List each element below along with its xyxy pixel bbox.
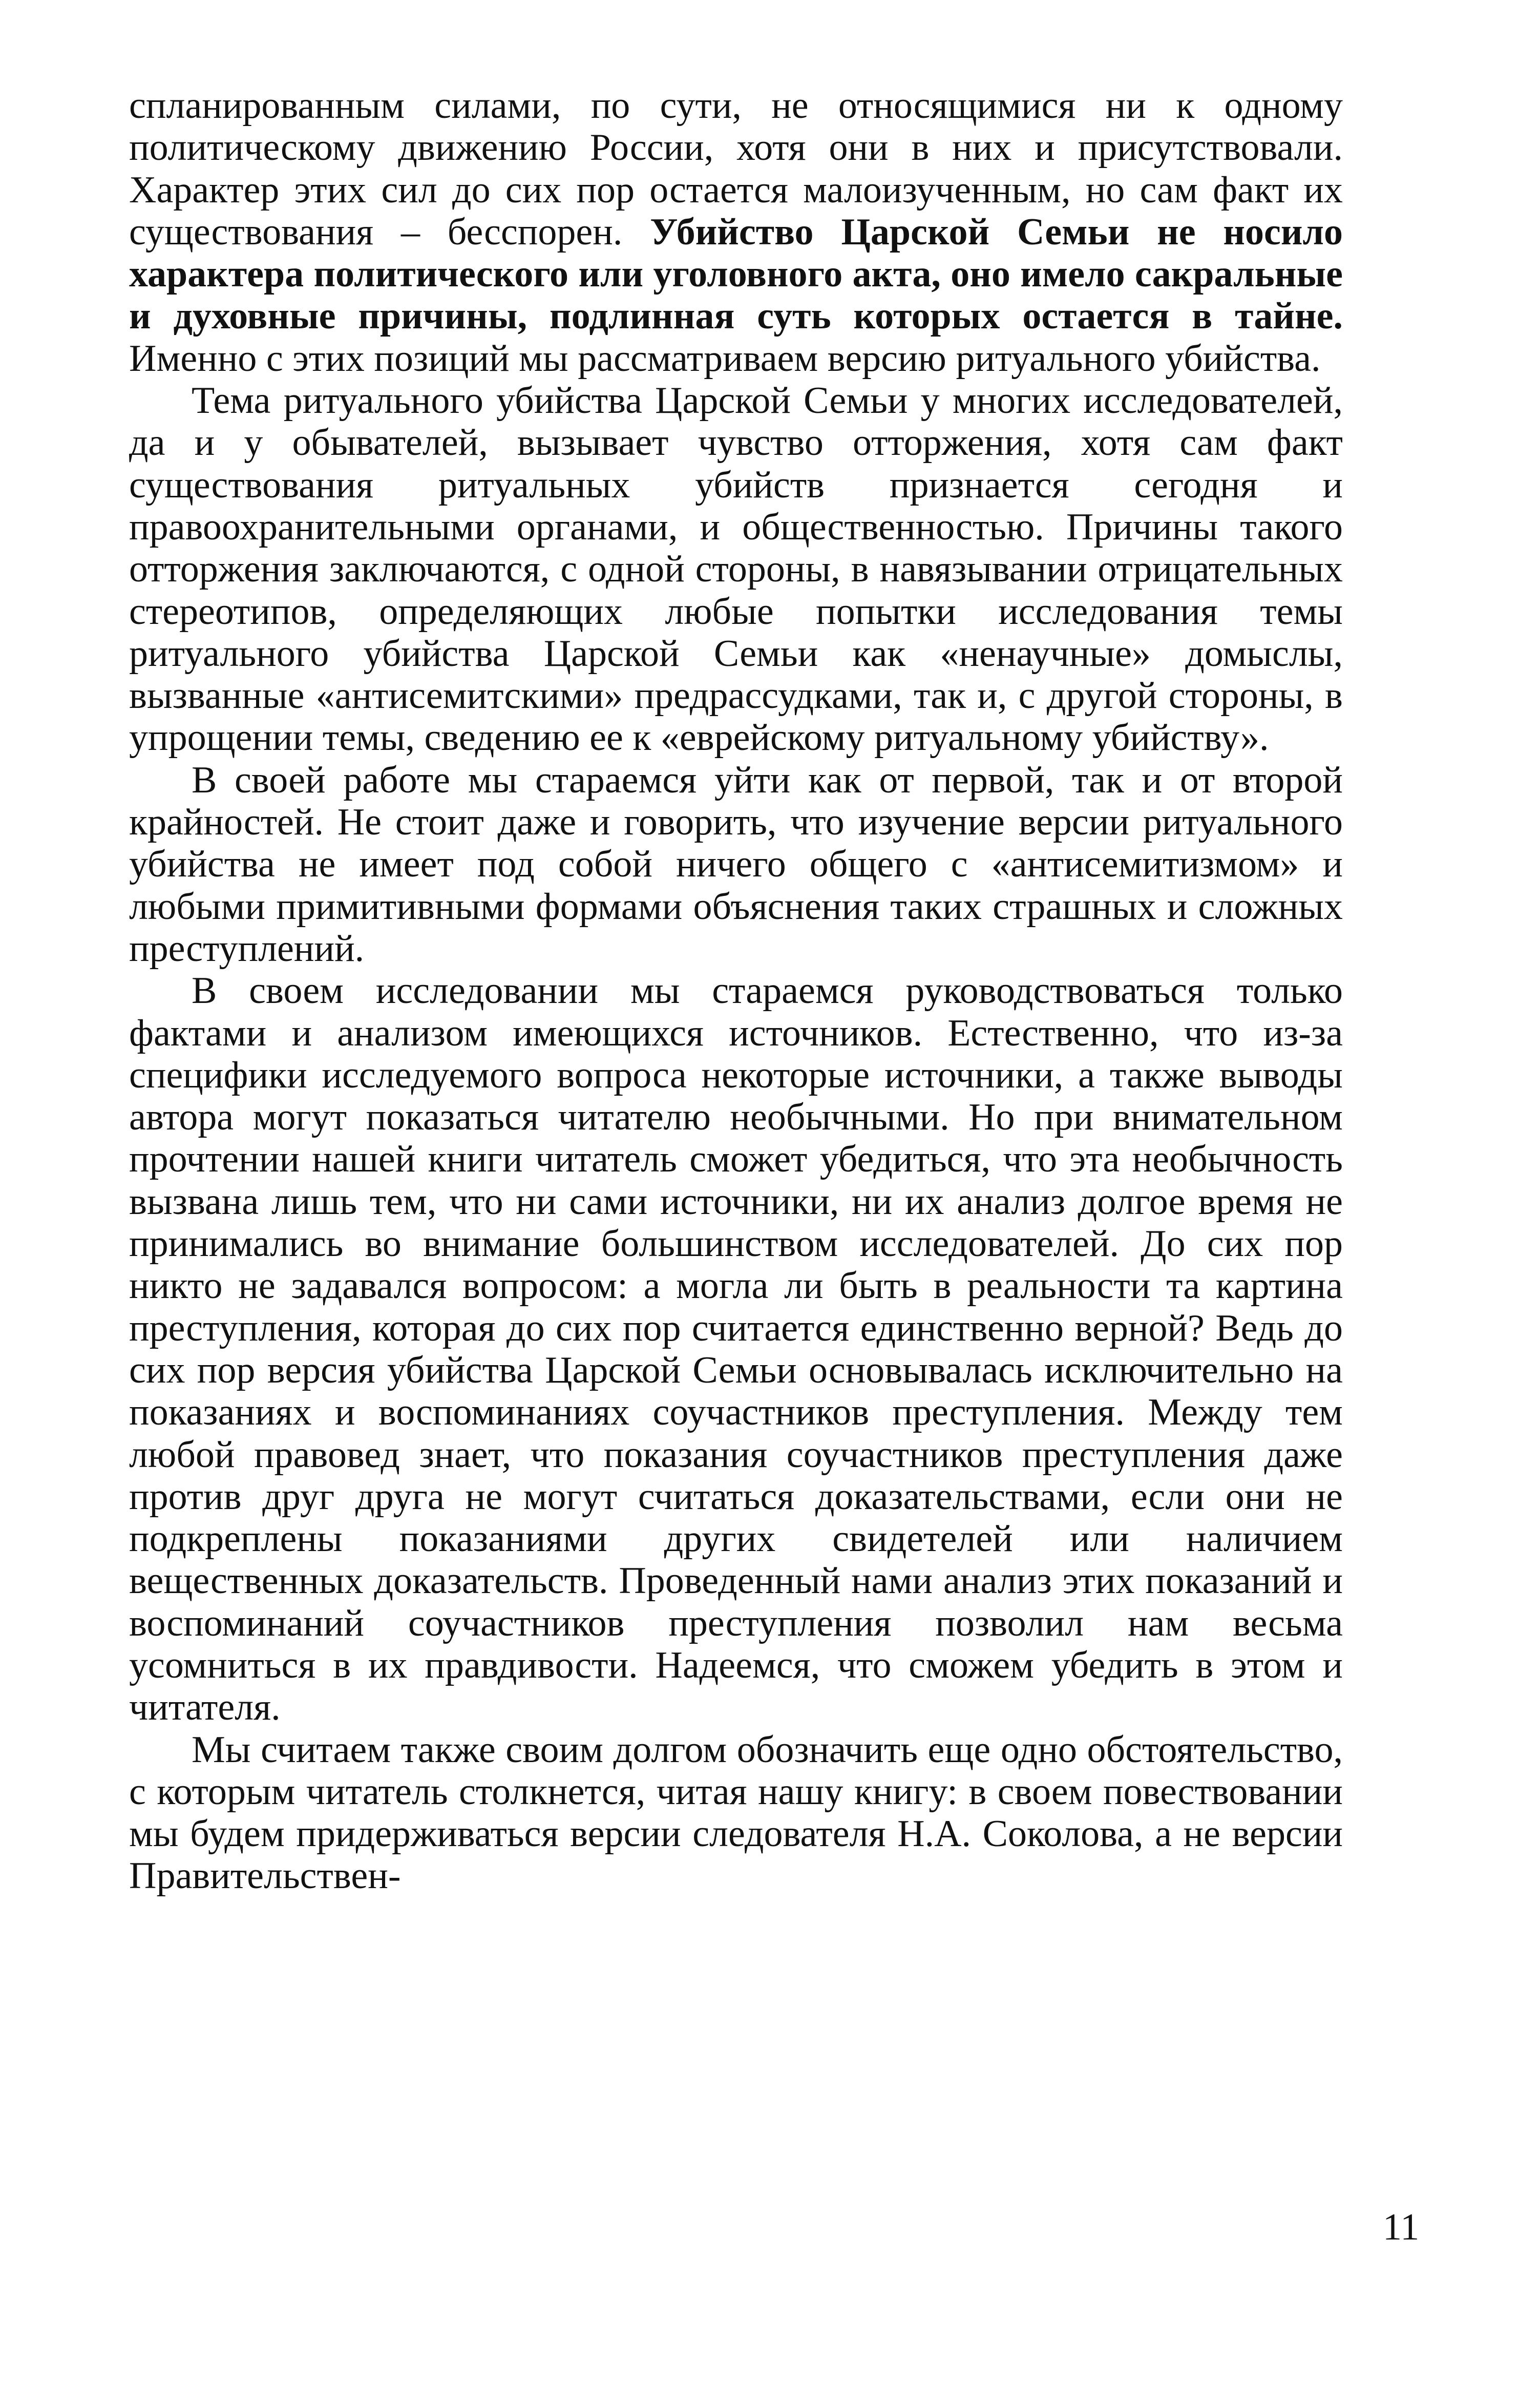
paragraph-1 — [129, 85, 1343, 380]
paragraph-3: В своей работе мы стараемся уйти как от первой, так и от второй крайностей. Не стоит даже и говорить, что изучение версии ритуального убийства не имеет под собой ничего общего с «антисемитизмом» и любыми примитивными формами объяснения таких страшных и сложных преступлений. — [129, 759, 1343, 970]
paragraph-4: В своем исследовании мы стараемся руководствоваться только фактами и анализом имеющихся источников. Естественно, что из-за специфики исследуемого вопроса некоторые источники, а также выводы автора могут показаться читателю необычными. Но при внимательном прочтении нашей книги читатель сможет убедиться, что эта необычность вызвана лишь тем, что ни сами источники, ни их анализ долгое время не принимались во внимание большинством исследователей. До сих пор никто не задавался вопросом: а могла ли быть в реальности та картина преступления, которая до сих пор считается единственно верной? Ведь до сих пор версия убийства Царской Семьи основывалась исключительно на показаниях и воспоминаниях соучастников преступления. Между тем любой правовед знает, что показания соучастников преступления даже против друг друга не могут считаться доказательствами, если они не подкреплены показаниями других свидетелей или наличием вещественных доказательств. Проведенный нами анализ этих показаний и воспоминаний соучастников преступления позволил нам весьма усомниться в их правдивости. Надеемся, что сможем убедить в этом и читателя. — [129, 970, 1343, 1729]
text-column — [129, 85, 1343, 1897]
paragraph-2: Тема ритуального убийства Царской Семьи у многих исследователей, да и у обывателей, вызывает чувство отторжения, хотя сам факт существования ритуальных убийств признается сегодня и правоохранительными органами, и общественностью. Причины такого отторжения заключаются, с одной стороны, в навязывании отрицательных стереотипов, определяющих любые попытки исследования темы ритуального убийства Царской Семьи как «ненаучные» домыслы, вызванные «антисемитскими» предрассудками, так и, с другой стороны, в упрощении темы, сведению ее к «еврейскому ритуальному убийству». — [129, 380, 1343, 759]
page-number: 11 — [1383, 2206, 1420, 2248]
paragraph-1-bold-text: Убийство Царской Семьи не носило характера политического или уголовного акта, оно имело сакральные и духовные причины, подлинная суть которых остается в тайне. — [129, 211, 1343, 338]
paragraph-5: Мы считаем также своим долгом обозначить еще одно обстоятельство, с которым читатель столкнется, читая нашу книгу: в своем повествовании мы будем придерживаться версии следователя Н.А. Соколова, а не версии Правительствен- — [129, 1728, 1343, 1897]
paragraph-1-text: спланированным силами, по сути, не относящимися ни к одному политическому движению России, хотя они в них и присутствовали. Характер этих сил до сих пор остается малоизученным, но сам факт их существования – бесспорен. — [129, 85, 1343, 253]
paragraph-1-rest-text: Именно с этих позиций мы рассматриваем версию ритуального убийства. — [129, 337, 1321, 380]
